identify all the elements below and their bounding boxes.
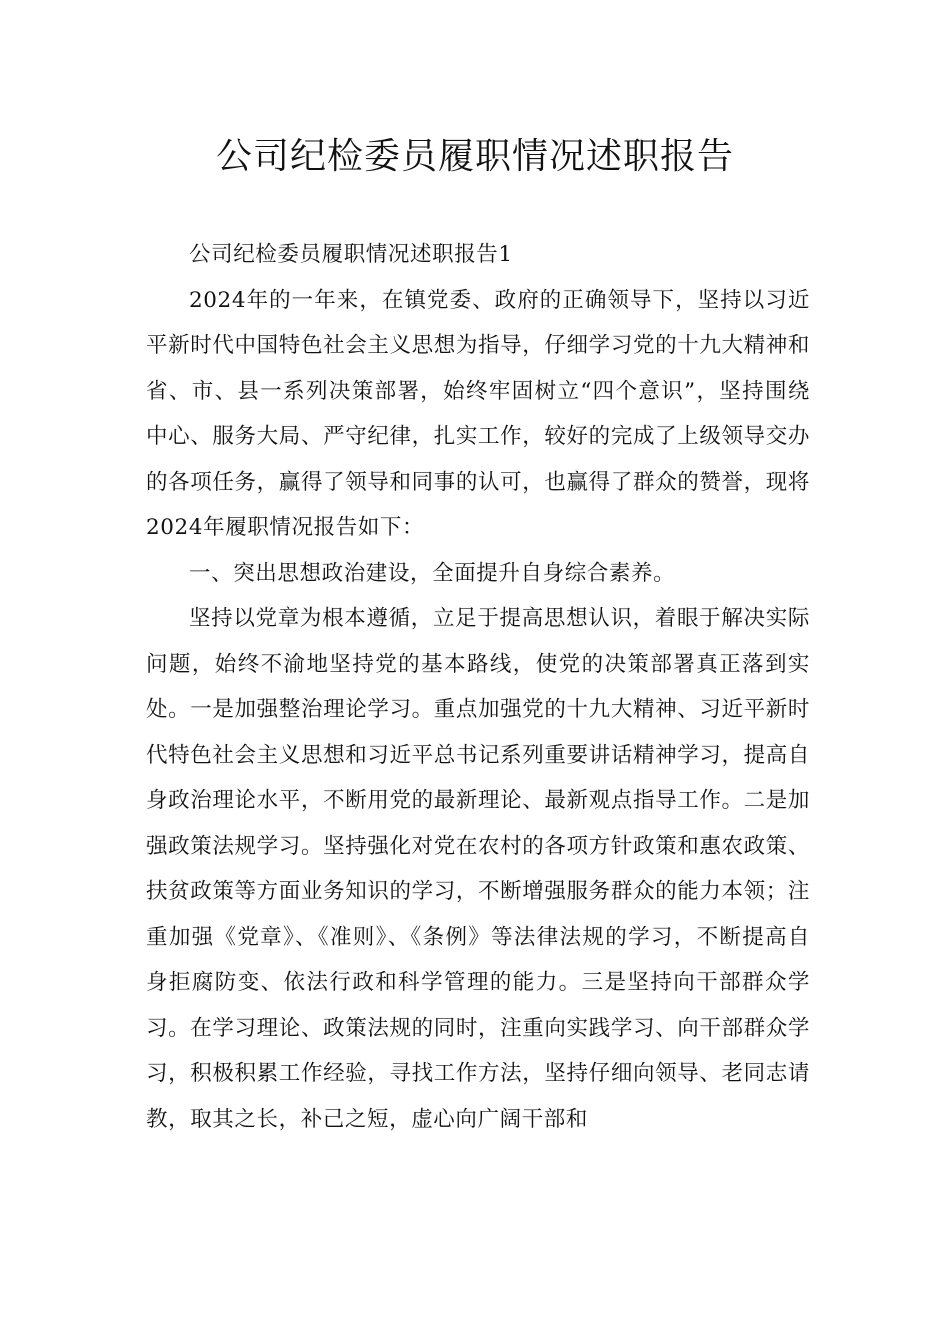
paragraph-section-heading: 一、突出思想政治建设，全面提升自身综合素养。 — [189, 560, 676, 586]
paragraph-body: 坚持以党章为根本遵循，立足于提高思想认识，着眼于解决实际问题，始终不渝地坚持党的基本路线，使党的决策部署真正落到实处。一是加强整治理论学习。重点加强党的十九大精神、习近平新时代特色社会主义思想和习近平总书记系列重要讲话精神学习，提高自身政治理论水平，不断用党的最新理论、最新观点指导工作。二是加强政策法规学习。坚持强化对党在农村的各项方针政策和惠农政策、扶贫政策等方面业务知识的学习，不断增强服务群众的能力本领；注重加强《党章》、《准则》、《条例》等法律法规的学习，不断提高自身拒腐防变、依法行政和科学管理的能力。三是坚持向干部群众学习。在学习理论、政策法规的同时，注重向实践学习、向干部群众学习，积极积累工作经验，寻找工作方法，坚持仔细向领导、老同志请教，取其之长，补己之短，虚心向广阔干部和 — [146, 606, 810, 1132]
document-title: 公司纪检委员履职情况述职报告 — [215, 136, 734, 177]
document-body — [146, 232, 810, 1142]
paragraph-intro: 2024年的一年来，在镇党委、政府的正确领导下，坚持以习近平新时代中国特色社会主义思想为指导，仔细学习党的十九大精神和省、市、县一系列决策部署，始终牢固树立“四个意识”，坚持围绕中心、服务大局、严守纪律，扎实工作，较好的完成了上级领导交办的各项任务，赢得了领导和同事的认可，也赢得了群众的赞誉，现将2024年履职情况报告如下： — [146, 287, 810, 540]
paragraph-subtitle: 公司纪检委员履职情况述职报告1 — [189, 242, 513, 267]
